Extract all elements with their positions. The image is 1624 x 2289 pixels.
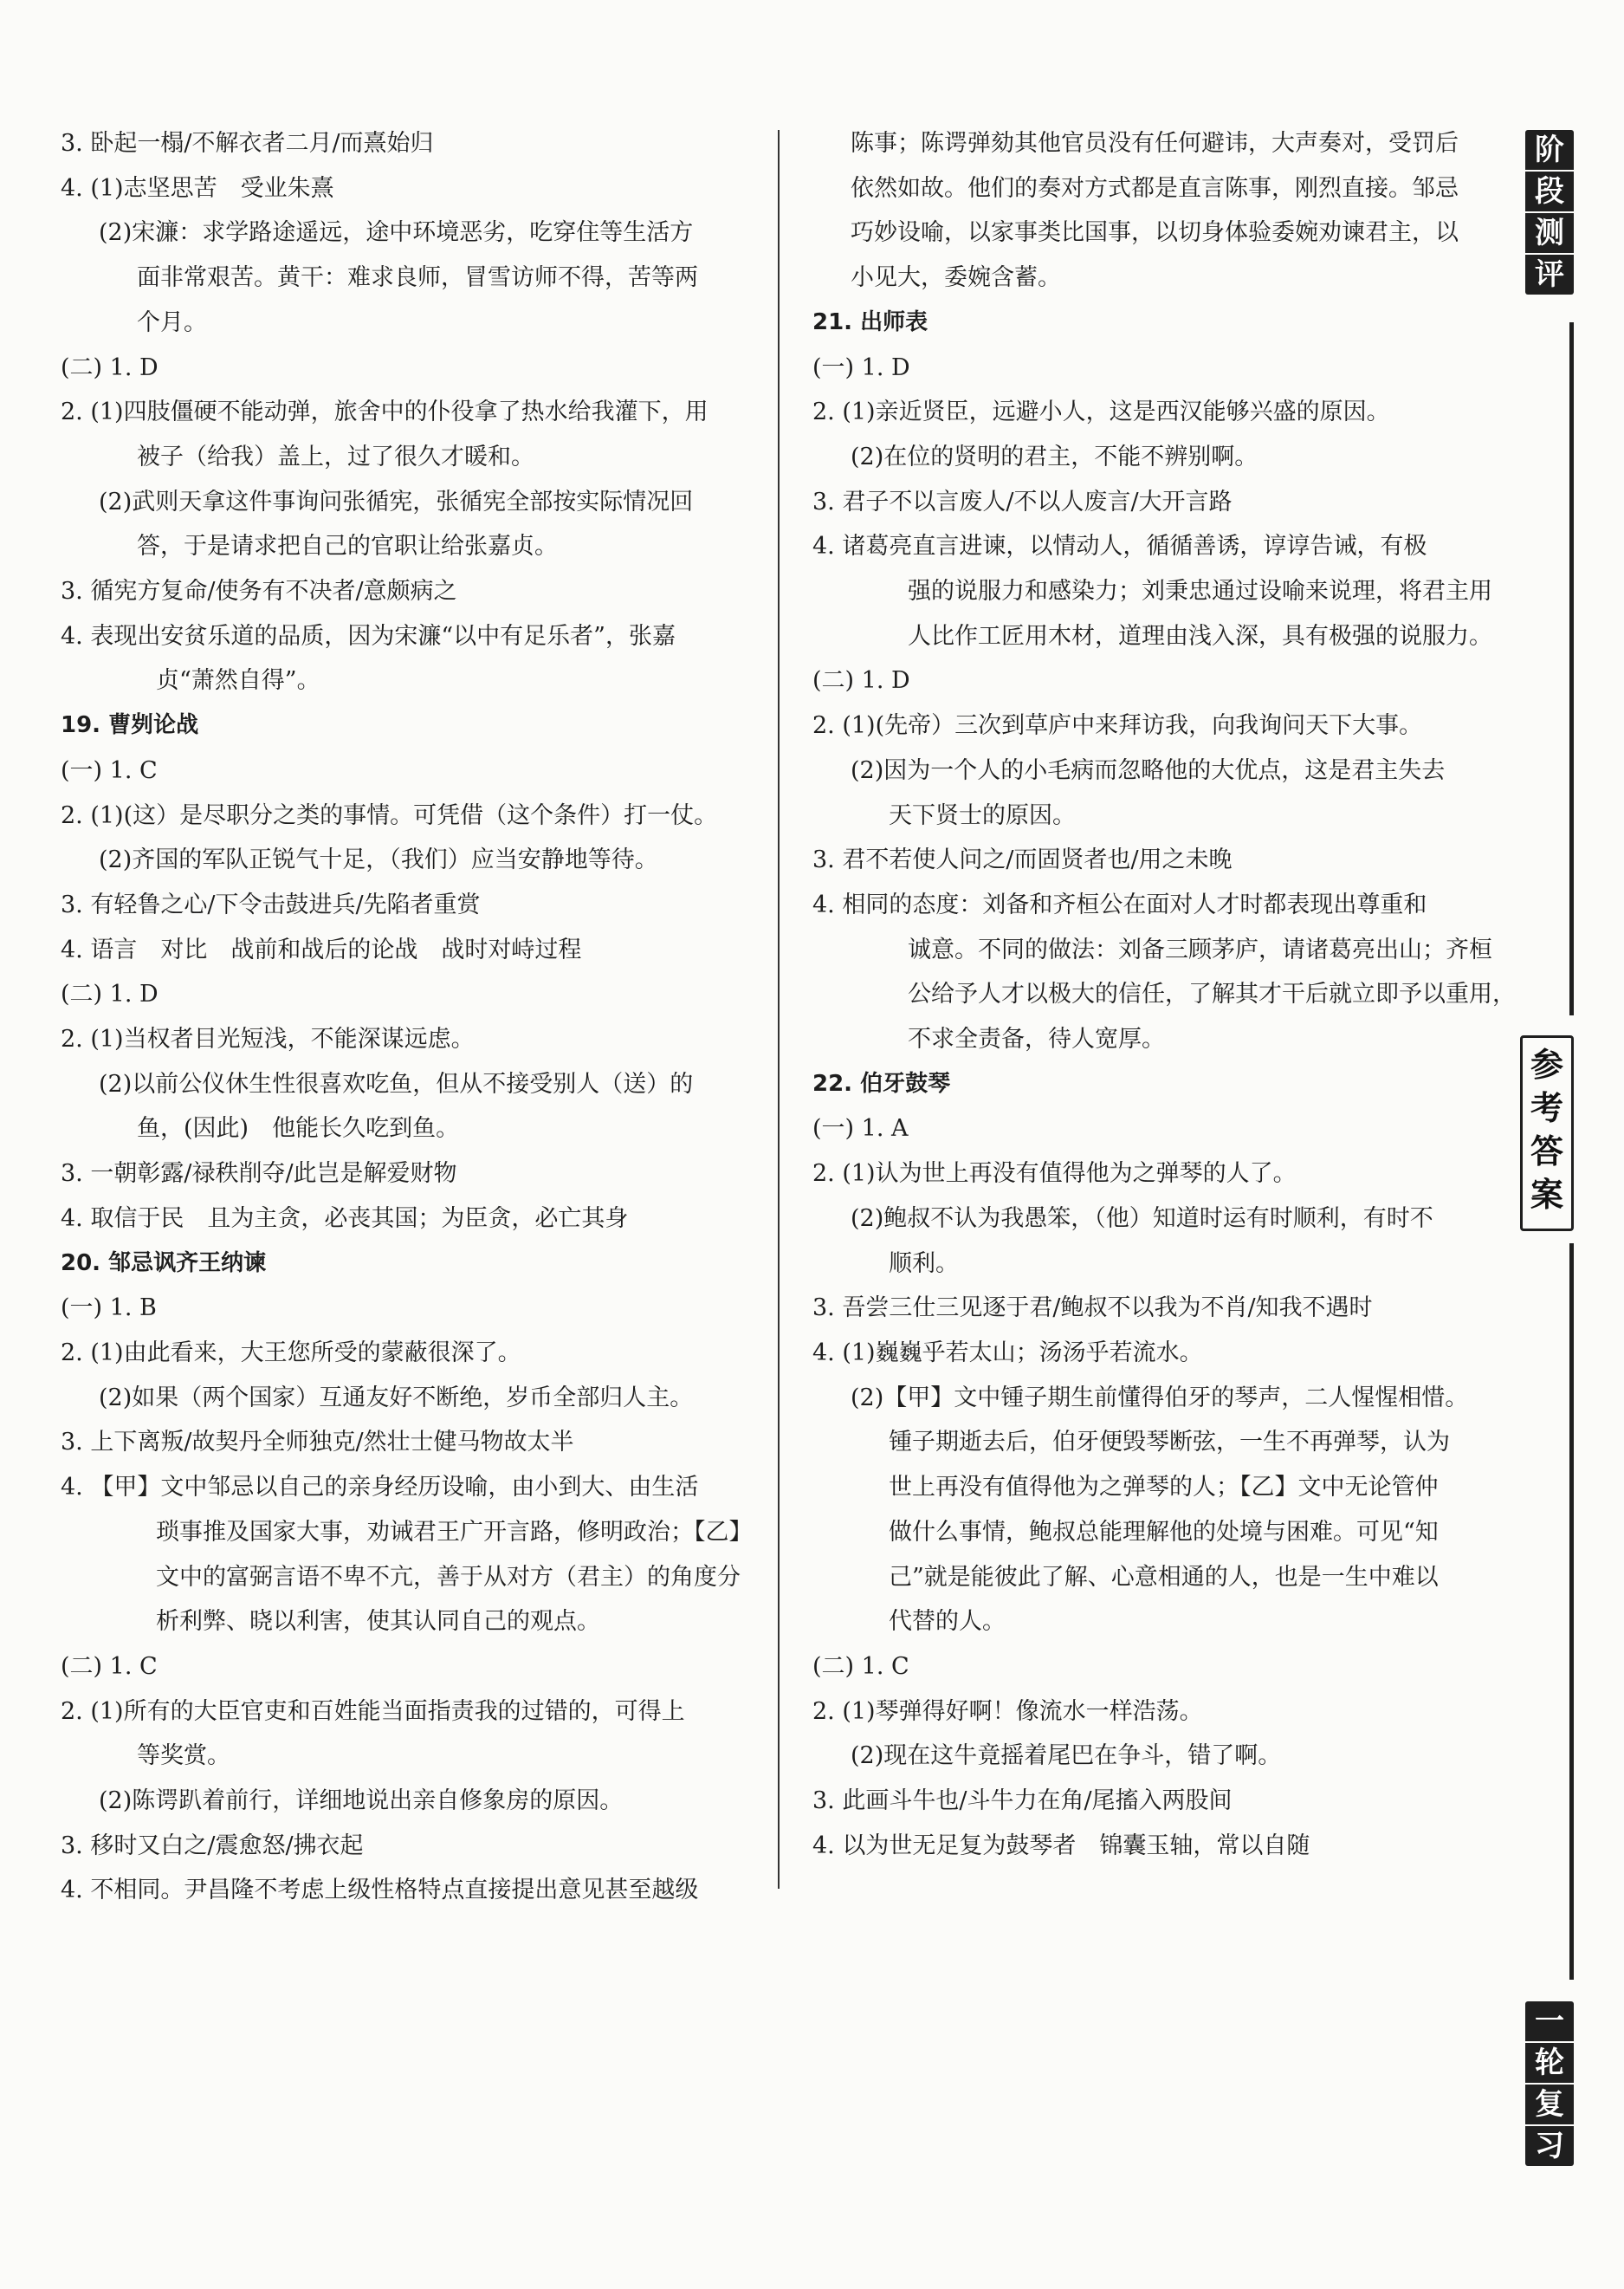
side-tab-char: 评 — [1535, 257, 1564, 292]
answer-line: 3. 卧起一榻/不解衣者二月/而熹始归 — [61, 130, 434, 157]
answer-line: 公给予人才以极大的信任，了解其才干后就立即予以重用， — [908, 981, 1516, 1008]
answer-line: 天下贤士的原因。 — [889, 801, 1076, 829]
answer-line: (2)以前公仪休生性很喜欢吃鱼，但从不接受别人（送）的 — [99, 1070, 694, 1098]
answer-line: 3. 吾尝三仕三见逐于君/鲍叔不以我为不肖/知我不遇时 — [812, 1294, 1373, 1322]
answer-line: 3. 君子不以言废人/不以人废言/大开言路 — [812, 488, 1233, 516]
side-tab-char: 复 — [1525, 2085, 1574, 2126]
side-tab-stage-test — [1525, 130, 1574, 295]
answer-line: (2)武则天拿这件事询问张循宪，张循宪全部按实际情况回 — [99, 488, 694, 516]
answer-line: (2)在位的贤明的君主，不能不辨别啊。 — [851, 443, 1258, 470]
answer-line: (2)现在这牛竟摇着尾巴在争斗，错了啊。 — [851, 1742, 1282, 1770]
answer-line: 被子（给我）盖上，过了很久才暖和。 — [137, 443, 534, 470]
answer-line: 强的说服力和感染力；刘秉忠通过设喻来说理，将君主用 — [908, 578, 1492, 606]
section-heading: 20. 邹忌讽齐王纳谏 — [61, 1249, 267, 1276]
section-heading: 21. 出师表 — [812, 308, 928, 335]
answer-line: (一) 1. A — [812, 1115, 909, 1143]
side-tab-char: 测 — [1525, 213, 1574, 255]
answer-line: (2)因为一个人的小毛病而忽略他的大优点，这是君主失去 — [851, 756, 1446, 784]
side-tab-char: 案 — [1530, 1176, 1563, 1214]
side-tab-answer-key — [1520, 1035, 1574, 1231]
answer-line: 4. 【甲】文中邹忌以自己的亲身经历设喻，由小到大、由生活 — [61, 1474, 699, 1501]
answer-line: 2. (1)(先帝）三次到草庐中来拜访我，向我询问天下大事。 — [812, 712, 1423, 740]
side-tab-first-review — [1525, 2001, 1574, 2166]
answer-line: 世上再没有值得他为之弹琴的人；【乙】文中无论管仲 — [889, 1474, 1439, 1501]
answer-line: 锺子期逝去后，伯牙便毁琴断弦，一生不再弹琴，认为 — [889, 1429, 1450, 1456]
answer-line: 诚意。不同的做法：刘备三顾茅庐，请诸葛亮出山；齐桓 — [908, 936, 1492, 963]
answer-line: 小见大，委婉含蓄。 — [851, 264, 1061, 292]
answer-line: 2. (1)(这）是尽职分之类的事情。可凭借（这个条件）打一仗。 — [61, 801, 718, 829]
answer-line: 个月。 — [137, 308, 207, 336]
answer-line: 析利弊、晓以利害，使其认同自己的观点。 — [156, 1608, 600, 1636]
answer-line: (二) 1. C — [812, 1652, 909, 1680]
answer-line: 做什么事情，鲍叔总能理解他的处境与困难。可见“知 — [889, 1518, 1439, 1546]
answer-line: 陈事；陈谔弹劾其他官员没有任何避讳，大声奏对，受罚后 — [851, 130, 1459, 157]
answer-line: 3. 君不若使人问之/而固贤者也/用之未晚 — [812, 846, 1233, 874]
side-tab-char: 轮 — [1525, 2043, 1574, 2085]
answer-line: 2. (1)琴弹得好啊！像流水一样浩荡。 — [812, 1697, 1203, 1725]
answer-line: (二) 1. D — [61, 353, 159, 381]
side-tab-char: 参 — [1530, 1046, 1563, 1084]
answer-line: (2)如果（两个国家）互通友好不断绝，岁币全部归人主。 — [99, 1384, 694, 1411]
answer-line: 4. 以为世无足复为鼓琴者 锦囊玉轴，常以自随 — [812, 1832, 1310, 1859]
answer-line: 巧妙设喻，以家事类比国事，以切身体验委婉劝谏君主，以 — [851, 219, 1459, 247]
answer-line: 答，于是请求把自己的官职让给张嘉贞。 — [137, 533, 558, 561]
side-tab-char: 答 — [1530, 1132, 1563, 1170]
answer-line: 鱼，(因此) 他能长久吃到鱼。 — [137, 1115, 460, 1143]
answer-line: 3. 循宪方复命/使务有不决者/意颇病之 — [61, 578, 457, 606]
answer-line: 3. 此画斗牛也/斗牛力在角/尾搐入两股间 — [812, 1787, 1233, 1815]
section-heading: 22. 伯牙鼓琴 — [812, 1070, 951, 1097]
answer-line: 4. 诸葛亮直言进谏，以情动人，循循善诱，谆谆告诫，有极 — [812, 533, 1427, 561]
answer-line: 4. 取信于民 且为主贪，必丧其国；为臣贪，必亡其身 — [61, 1204, 629, 1232]
answer-line: (一) 1. D — [812, 353, 910, 381]
answer-line: 4. (1)巍巍乎若太山；汤汤乎若流水。 — [812, 1339, 1203, 1366]
answer-line: (二) 1. D — [61, 981, 159, 1008]
answer-line: (2)宋濂：求学路途遥远，途中环境恶劣，吃穿住等生活方 — [99, 219, 694, 247]
answer-line: (2)齐国的军队正锐气十足，（我们）应当安静地等待。 — [99, 846, 658, 874]
answer-line: (2)鲍叔不认为我愚笨，（他）知道时运有时顺利，有时不 — [851, 1204, 1433, 1232]
answer-line: 3. 移时又白之/震愈怒/拂衣起 — [61, 1832, 364, 1859]
answer-line: (二) 1. D — [812, 667, 910, 695]
answer-line: 己”就是能彼此了解、心意相通的人，也是一生中难以 — [889, 1563, 1439, 1591]
column-divider — [778, 130, 780, 1889]
answer-line: 2. (1)四肢僵硬不能动弹，旅舍中的仆役拿了热水给我灌下，用 — [61, 399, 708, 426]
answer-line: 4. 语言 对比 战前和战后的论战 战时对峙过程 — [61, 936, 582, 963]
answer-line: 文中的富弼言语不卑不亢，善于从对方（君主）的角度分 — [156, 1563, 741, 1591]
answer-line: 2. (1)认为世上再没有值得他为之弹琴的人了。 — [812, 1160, 1297, 1188]
answer-line: 4. 不相同。尹昌隆不考虑上级性格特点直接提出意见甚至越级 — [61, 1877, 699, 1904]
side-tab-char: 一 — [1525, 2001, 1574, 2043]
side-tab-char: 习 — [1535, 2129, 1564, 2163]
answer-line: (一) 1. B — [61, 1294, 157, 1322]
answer-line: 人比作工匠用木材，道理由浅入深，具有极强的说服力。 — [908, 622, 1492, 650]
answer-line: 3. 一朝彰露/禄秩削夺/此岂是解爱财物 — [61, 1160, 457, 1188]
answer-line: 琐事推及国家大事，劝诫君王广开言路，修明政治；【乙】 — [156, 1518, 753, 1546]
answer-line: (2)【甲】文中锺子期生前懂得伯牙的琴声，二人惺惺相惜。 — [851, 1384, 1469, 1411]
answer-line: 贞“萧然自得”。 — [156, 667, 320, 695]
answer-line: 依然如故。他们的奏对方式都是直言陈事，刚烈直接。邹忌 — [851, 174, 1459, 202]
answer-line: (一) 1. C — [61, 756, 158, 784]
side-bar-lower — [1569, 1243, 1574, 1980]
answer-line: 4. 相同的态度：刘备和齐桓公在面对人才时都表现出尊重和 — [812, 891, 1427, 918]
answer-line: 2. (1)亲近贤臣，远避小人，这是西汉能够兴盛的原因。 — [812, 399, 1390, 426]
left-column — [61, 121, 753, 1913]
section-heading: 19. 曹刿论战 — [61, 712, 199, 739]
right-column — [812, 121, 1516, 1868]
answer-line: 面非常艰苦。黄干：难求良师，冒雪访师不得，苦等两 — [137, 264, 698, 292]
answer-line: 2. (1)所有的大臣官吏和百姓能当面指责我的过错的，可得上 — [61, 1697, 685, 1725]
answer-line: 顺利。 — [889, 1249, 959, 1277]
side-tab-char: 考 — [1530, 1089, 1563, 1127]
answer-line: 4. 表现出安贫乐道的品质，因为宋濂“以中有足乐者”，张嘉 — [61, 622, 676, 650]
answer-line: 代替的人。 — [889, 1608, 1006, 1636]
answer-line: (二) 1. C — [61, 1652, 158, 1680]
answer-line: 3. 上下离叛/故契丹全师独克/然壮士健马物故太半 — [61, 1429, 574, 1456]
answer-line: 4. (1)志坚思苦 受业朱熹 — [61, 174, 334, 202]
side-tab-char: 段 — [1525, 172, 1574, 213]
answer-line: 等奖赏。 — [137, 1742, 230, 1770]
side-bar-upper — [1569, 322, 1574, 1015]
answer-line: 3. 有轻鲁之心/下令击鼓进兵/先陷者重赏 — [61, 891, 481, 918]
answer-line: (2)陈谔趴着前行，详细地说出亲自修象房的原因。 — [99, 1787, 624, 1815]
answer-line: 2. (1)由此看来，大王您所受的蒙蔽很深了。 — [61, 1339, 521, 1366]
side-tab-char: 阶 — [1525, 130, 1574, 172]
answer-line: 2. (1)当权者目光短浅，不能深谋远虑。 — [61, 1026, 475, 1054]
answer-line: 不求全责备，待人宽厚。 — [908, 1026, 1165, 1054]
